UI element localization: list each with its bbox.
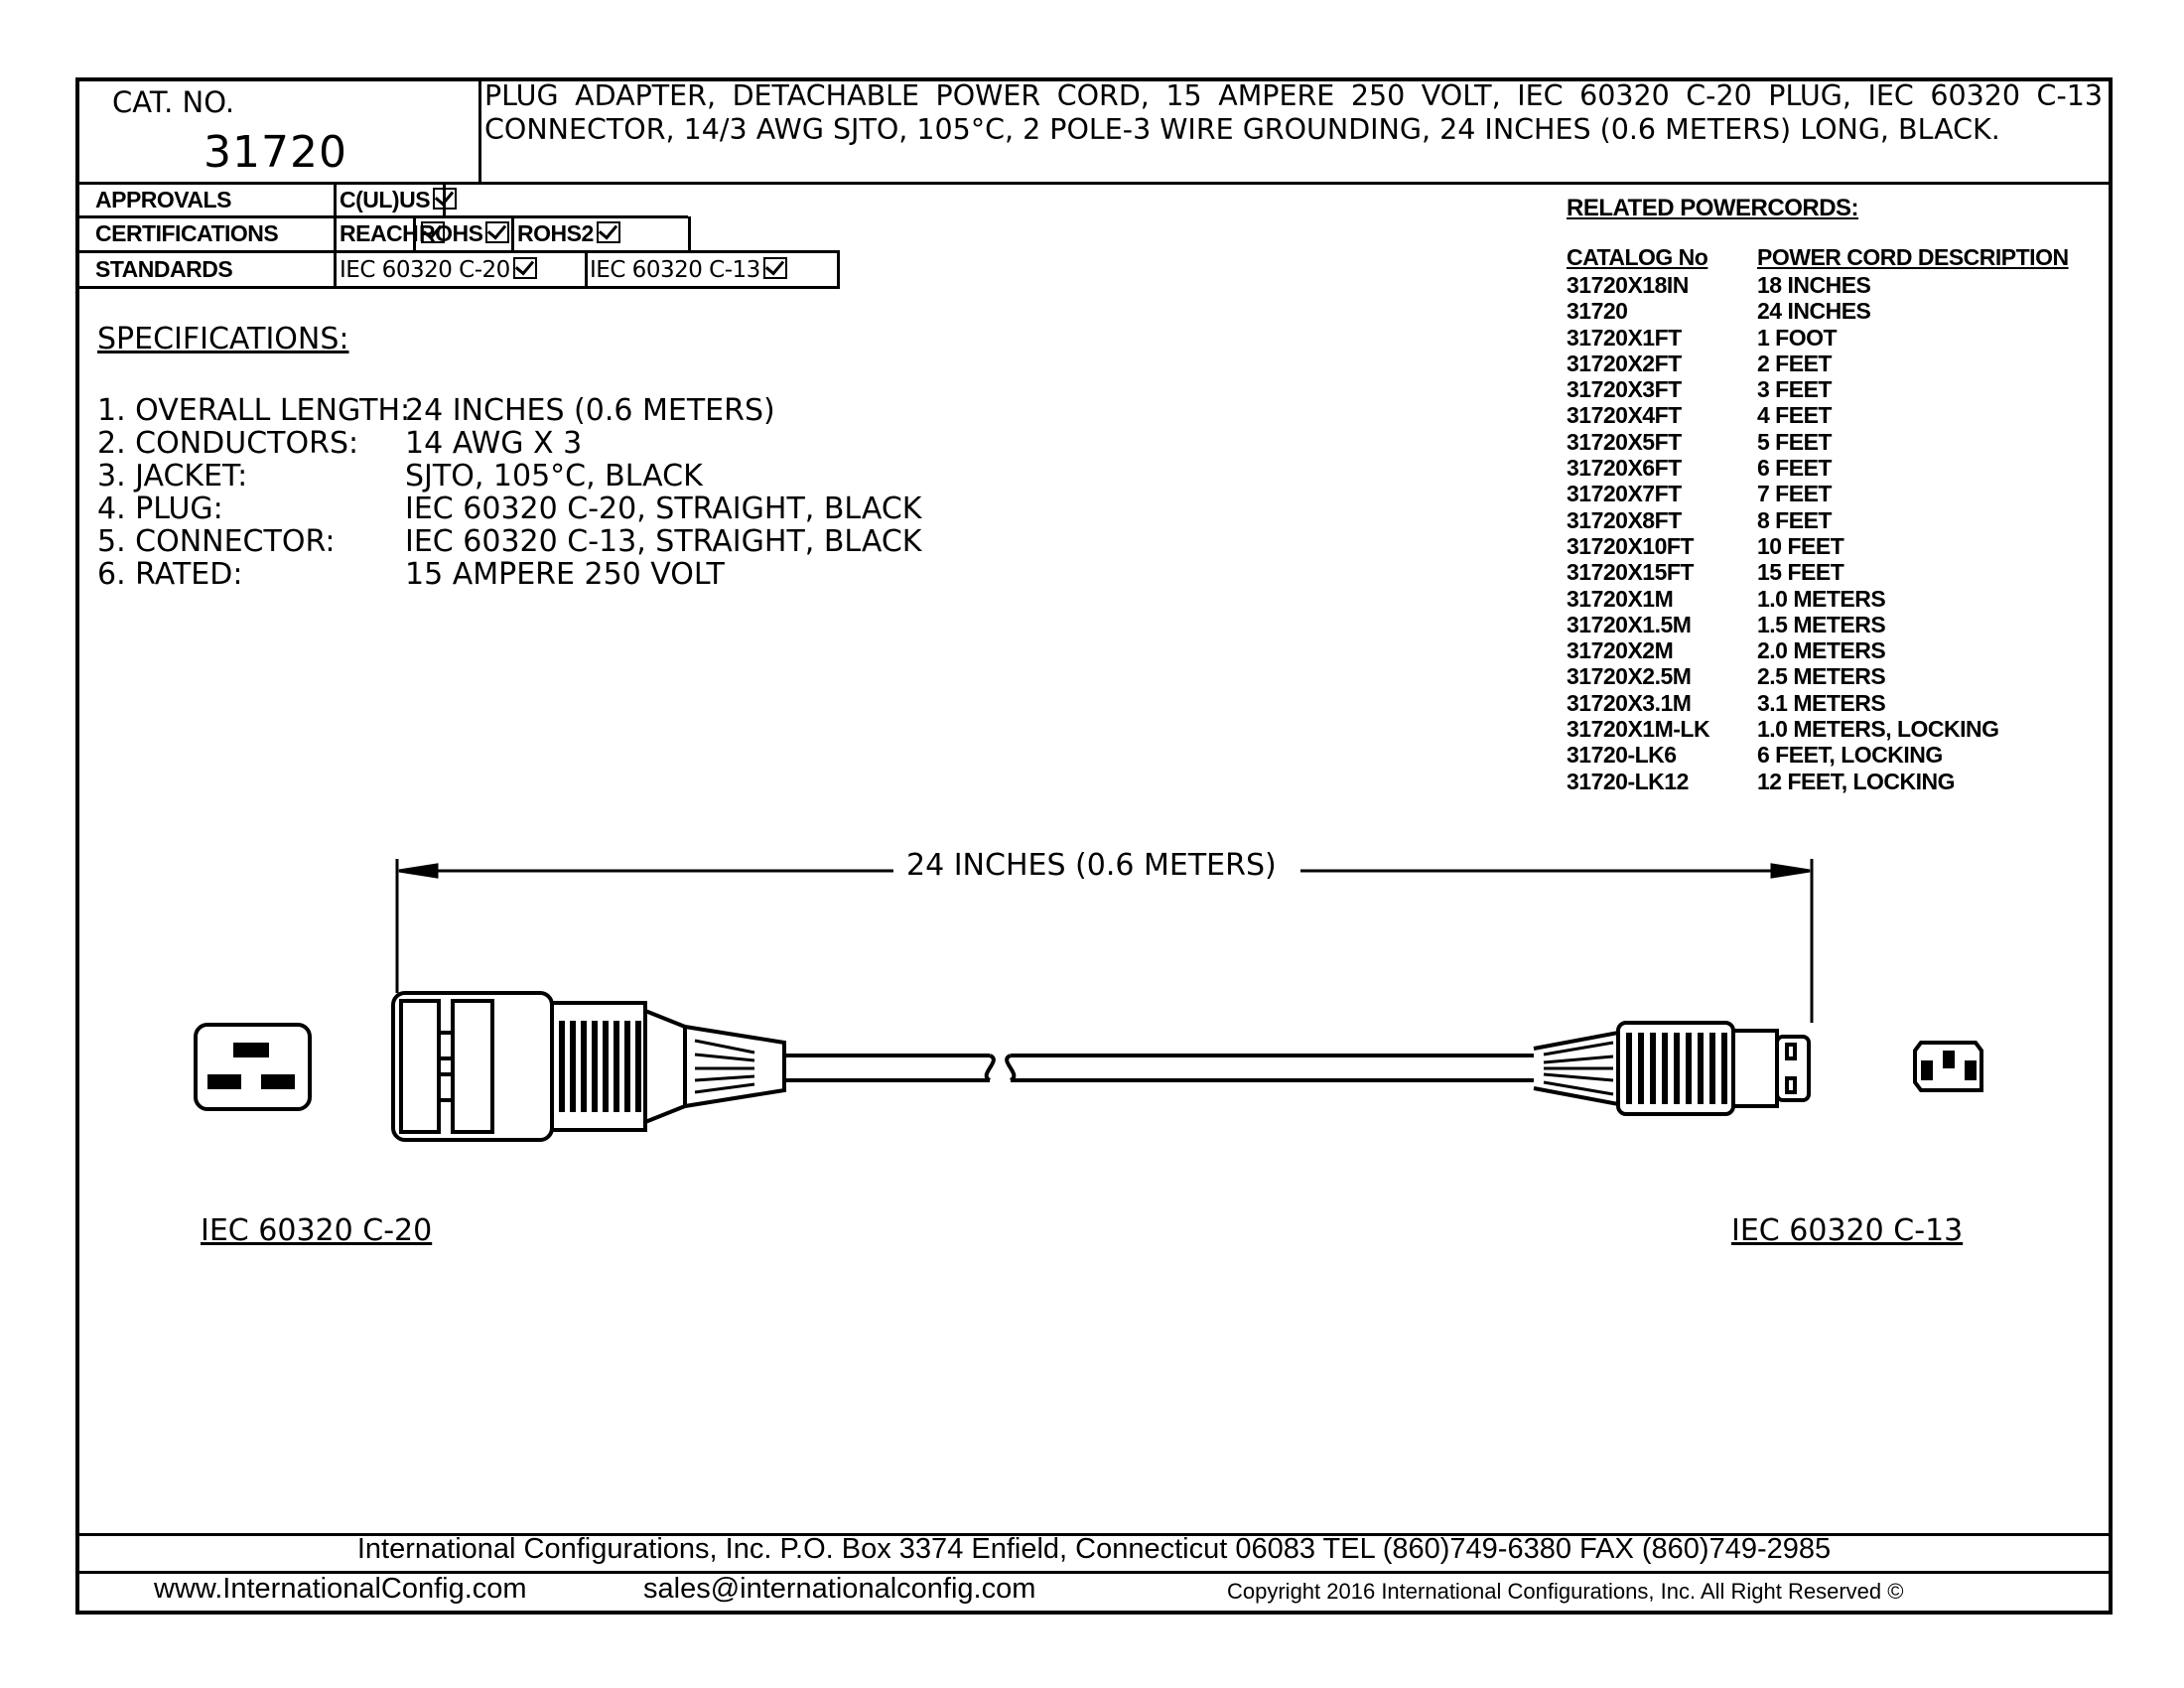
standards-label: STANDARDS bbox=[95, 256, 233, 282]
spec-row: 1. OVERALL LENGTH:24 INCHES (0.6 METERS) bbox=[97, 393, 775, 428]
related-heading: RELATED POWERCORDS: bbox=[1567, 195, 1859, 221]
related-catalog: 31720X1.5M bbox=[1567, 611, 1692, 637]
related-description: 2 FEET bbox=[1757, 350, 1832, 376]
website-link[interactable]: www.InternationalConfig.com bbox=[154, 1573, 527, 1605]
related-catalog: 31720X4FT bbox=[1567, 402, 1682, 429]
related-catalog: 31720X7FT bbox=[1567, 481, 1682, 507]
related-catalog: 31720X8FT bbox=[1567, 506, 1682, 533]
related-catalog: 31720 bbox=[1567, 298, 1628, 325]
c13-label: IEC 60320 C-13 bbox=[1731, 1213, 1964, 1248]
cert-rohs: ROHS bbox=[419, 220, 509, 247]
related-description: 3 FEET bbox=[1757, 376, 1832, 403]
email-link[interactable]: sales@internationalconfig.com bbox=[643, 1573, 1036, 1605]
related-catalog: 31720X3FT bbox=[1567, 376, 1682, 403]
company-address: International Configurations, Inc. P.O. Box 3374 Enfield, Connecticut 06083 TEL (860)749-6380 FAX (860)749-2985 bbox=[356, 1533, 1832, 1565]
related-description: 2.5 METERS bbox=[1757, 663, 1886, 690]
related-catalog: 31720-LK12 bbox=[1567, 768, 1689, 794]
cat-label: CAT. NO. bbox=[112, 85, 235, 119]
related-description: 1.0 METERS bbox=[1757, 585, 1886, 612]
related-description: 18 INCHES bbox=[1757, 272, 1871, 298]
spec-row: 5. CONNECTOR: IEC 60320 C-13, STRAIGHT, BLACK bbox=[97, 524, 922, 559]
related-description: 1.0 METERS, LOCKING bbox=[1757, 716, 1999, 743]
spec-row: 2. CONDUCTORS: 14 AWG X 3 bbox=[97, 426, 583, 461]
related-description: 7 FEET bbox=[1757, 481, 1832, 507]
related-description: 3.1 METERS bbox=[1757, 689, 1886, 716]
related-catalog: 31720X2FT bbox=[1567, 350, 1682, 376]
related-description: 4 FEET bbox=[1757, 402, 1832, 429]
product-description: PLUG ADAPTER, DETACHABLE POWER CORD, 15 AMPERE 250 VOLT, IEC 60320 C-20 PLUG, IEC 60320 C-13 CONNECTOR, 14/3 AWG SJTO, 105°C, 2 POLE-3 WIRE GROUNDING, 24 INCHES (0.6 METERS) LONG, BLACK. bbox=[484, 79, 2103, 146]
specifications-heading: SPECIFICATIONS: bbox=[97, 322, 349, 356]
c20-label: IEC 60320 C-20 bbox=[201, 1213, 433, 1248]
approvals-label: APPROVALS bbox=[95, 187, 231, 212]
cert-reach: REACH bbox=[340, 220, 445, 247]
related-catalog: 31720X15FT bbox=[1567, 559, 1694, 586]
spec-row: 4. PLUG: IEC 60320 C-20, STRAIGHT, BLACK bbox=[97, 492, 922, 526]
related-description: 1.5 METERS bbox=[1757, 611, 1886, 637]
related-catalog: 31720X18IN bbox=[1567, 272, 1689, 298]
related-catalog: 31720X2.5M bbox=[1567, 663, 1692, 690]
related-description: 1 FOOT bbox=[1757, 324, 1838, 351]
c20-plug-icon bbox=[393, 993, 784, 1140]
copyright-notice: Copyright 2016 International Configurations, Inc. All Right Reserved © bbox=[1227, 1579, 1904, 1604]
related-description: 2.0 METERS bbox=[1757, 637, 1886, 664]
plug-grip-ribs bbox=[559, 1021, 641, 1112]
cat-number: 31720 bbox=[204, 127, 347, 178]
related-description: 5 FEET bbox=[1757, 428, 1832, 455]
catalog-column-header: CATALOG No bbox=[1567, 244, 1708, 270]
cert-rohs2: ROHS2 bbox=[517, 220, 620, 247]
related-description: 8 FEET bbox=[1757, 506, 1832, 533]
related-description: 6 FEET bbox=[1757, 455, 1832, 482]
related-description: 10 FEET bbox=[1757, 532, 1844, 559]
related-description: 12 FEET, LOCKING bbox=[1757, 768, 1956, 794]
related-description: 6 FEET, LOCKING bbox=[1757, 742, 1943, 769]
cable bbox=[784, 1055, 1534, 1080]
standard-c13: IEC 60320 C-13 bbox=[590, 256, 787, 283]
related-catalog: 31720X1M bbox=[1567, 585, 1674, 612]
related-catalog: 31720X2M bbox=[1567, 637, 1674, 664]
certifications-label: CERTIFICATIONS bbox=[95, 220, 279, 246]
related-description: 15 FEET bbox=[1757, 559, 1844, 586]
connector-grip-ribs bbox=[1626, 1033, 1727, 1104]
related-catalog: 31720X6FT bbox=[1567, 455, 1682, 482]
related-description: 24 INCHES bbox=[1757, 298, 1871, 325]
related-catalog: 31720-LK6 bbox=[1567, 742, 1677, 769]
related-catalog: 31720X10FT bbox=[1567, 532, 1694, 559]
approval-culus: C(UL)US bbox=[340, 187, 457, 213]
standard-c20: IEC 60320 C-20 bbox=[340, 256, 537, 283]
related-catalog: 31720X3.1M bbox=[1567, 689, 1692, 716]
related-catalog: 31720X1FT bbox=[1567, 324, 1682, 351]
related-catalog: 31720X1M-LK bbox=[1567, 716, 1710, 743]
overall-length-dimension: 24 INCHES (0.6 METERS) bbox=[898, 848, 1285, 883]
spec-row: 6. RATED: 15 AMPERE 250 VOLT bbox=[97, 557, 725, 592]
spec-row: 3. JACKET: SJTO, 105°C, BLACK bbox=[97, 459, 703, 493]
c13-face-icon bbox=[1915, 1043, 1981, 1090]
related-catalog: 31720X5FT bbox=[1567, 428, 1682, 455]
c20-face-icon bbox=[196, 1025, 310, 1109]
description-column-header: POWER CORD DESCRIPTION bbox=[1757, 244, 2069, 270]
